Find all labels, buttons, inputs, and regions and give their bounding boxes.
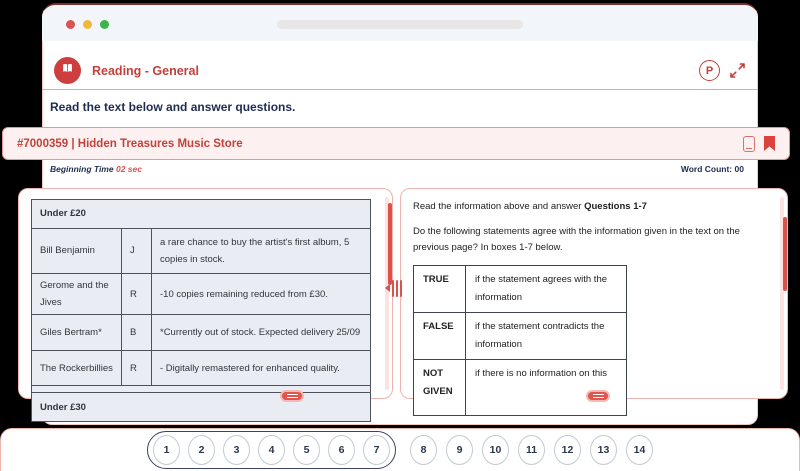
option-desc: if there is no information on this: [466, 360, 627, 416]
question-button-2[interactable]: 2: [188, 435, 215, 465]
table-row: [32, 393, 371, 422]
device-icon[interactable]: [743, 136, 755, 152]
table-row: [414, 266, 627, 313]
spacer-cell: [32, 386, 371, 393]
option-desc: if the statement contradicts the information: [466, 313, 627, 360]
questions-content: [413, 199, 775, 416]
pause-button[interactable]: [699, 60, 720, 81]
table-row: [32, 229, 371, 274]
question-button-13[interactable]: 13: [590, 435, 617, 465]
question-list: [147, 431, 653, 469]
beginning-time: [50, 164, 142, 174]
maximize-traffic-light-icon[interactable]: [100, 20, 109, 29]
question-button-7[interactable]: 7: [363, 435, 390, 465]
table-row: [414, 360, 627, 416]
passage-panel[interactable]: [18, 188, 393, 413]
question-button-14[interactable]: 14: [626, 435, 653, 465]
close-traffic-light-icon[interactable]: [66, 20, 75, 29]
passage-panel-drag-handle[interactable]: [280, 390, 304, 402]
desc-cell: a rare chance to buy the artist's first album, 5 copies in stock.: [152, 229, 371, 274]
beginning-time-value: 02 sec: [115, 164, 142, 174]
beginning-time-label: Beginning Time: [50, 164, 114, 174]
table-row: [414, 313, 627, 360]
artist-cell: Bill Benjamin: [32, 229, 122, 274]
banner-icons: [743, 136, 775, 152]
question-button-12[interactable]: 12: [554, 435, 581, 465]
question-navigator: [0, 428, 800, 471]
question-button-5[interactable]: 5: [293, 435, 320, 465]
questions-panel[interactable]: [400, 188, 788, 399]
table-row: [32, 274, 371, 315]
table-row: [32, 315, 371, 351]
bookmark-icon[interactable]: [764, 136, 775, 151]
passage-banner-title: #7000359 | Hidden Treasures Music Store: [17, 137, 243, 150]
question-button-8[interactable]: 8: [410, 435, 437, 465]
question-button-9[interactable]: 9: [446, 435, 473, 465]
desc-cell: *Currently out of stock. Expected delivery 25/09: [152, 315, 371, 351]
questions-panel-drag-handle[interactable]: [586, 390, 610, 402]
option-label: NOT GIVEN: [414, 360, 466, 416]
fullscreen-icon[interactable]: [729, 62, 746, 79]
option-label: FALSE: [414, 313, 466, 360]
word-count-label: Word Count:: [680, 164, 733, 174]
question-button-6[interactable]: 6: [328, 435, 355, 465]
table-row: [32, 200, 371, 229]
pause-button-label: P: [705, 64, 714, 77]
questions-intro: Read the information above and answer Questions 1-7: [413, 201, 647, 212]
window-titlebar: [42, 5, 758, 41]
question-button-4[interactable]: 4: [258, 435, 285, 465]
section-header: Under £30: [32, 393, 371, 422]
questions-scrollbar-thumb[interactable]: [783, 217, 787, 291]
option-desc: if the statement agrees with the information: [466, 266, 627, 313]
minimize-traffic-light-icon[interactable]: [83, 20, 92, 29]
desc-cell: -10 copies remaining reduced from £30.: [152, 274, 371, 315]
artist-cell: The Rockerbillies: [32, 351, 122, 386]
page-title: Reading - General: [92, 64, 199, 78]
question-button-3[interactable]: 3: [223, 435, 250, 465]
book-icon: [60, 61, 75, 81]
artist-cell: Giles Bertram*: [32, 315, 122, 351]
passage-banner[interactable]: [2, 127, 790, 160]
table-row: [32, 351, 371, 386]
word-count-value: 00: [734, 164, 744, 174]
question-button-1[interactable]: 1: [153, 435, 180, 465]
passage-table: [31, 199, 371, 422]
table-row: [32, 386, 371, 393]
question-group-1-7: [147, 431, 396, 469]
question-button-10[interactable]: 10: [482, 435, 509, 465]
panel-resize-grip-icon[interactable]: [385, 275, 403, 301]
code-cell: B: [122, 315, 152, 351]
passage-scrollbar-thumb[interactable]: [388, 203, 392, 285]
word-count: [681, 164, 744, 174]
instruction-text: Read the text below and answer questions.: [50, 100, 296, 114]
section-header: Under £20: [32, 200, 371, 229]
question-button-11[interactable]: 11: [518, 435, 545, 465]
artist-cell: Gerome and the Jives: [32, 274, 122, 315]
url-bar[interactable]: [277, 20, 523, 29]
option-label: TRUE: [414, 266, 466, 313]
header-divider: [42, 89, 758, 90]
code-cell: R: [122, 351, 152, 386]
reading-section-badge: [54, 57, 81, 84]
code-cell: J: [122, 229, 152, 274]
questions-body: Do the following statements agree with the information given in the text on the previous page? In boxes 1-7 below.: [413, 226, 740, 254]
questions-range: Questions 1-7: [584, 201, 647, 212]
desc-cell: - Digitally remastered for enhanced quality.: [152, 351, 371, 386]
code-cell: R: [122, 274, 152, 315]
